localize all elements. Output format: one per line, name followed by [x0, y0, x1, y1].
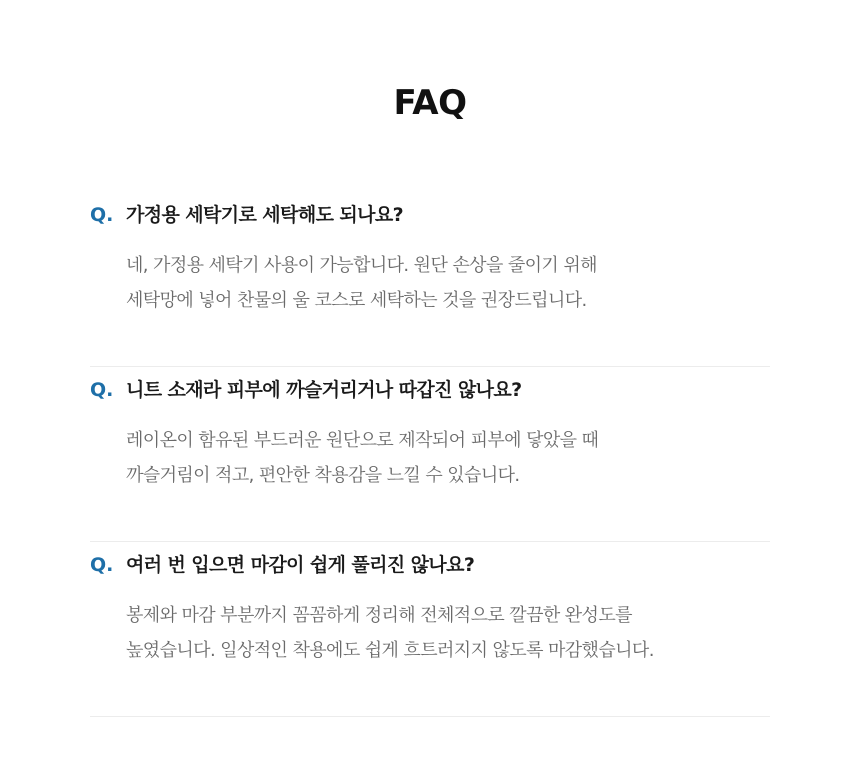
faq-answer-line: 레이온이 함유된 부드러운 원단으로 제작되어 피부에 닿았을 때	[126, 430, 599, 451]
faq-item-finishing	[90, 542, 770, 717]
faq-question-row	[90, 377, 522, 403]
faq-question-row	[90, 202, 403, 228]
faq-answer	[126, 423, 770, 493]
q-marker: Q.	[90, 554, 114, 576]
faq-answer-line: 세탁망에 넣어 찬물의 울 코스로 세탁하는 것을 권장드립니다.	[126, 290, 587, 311]
faq-answer	[126, 248, 770, 318]
q-marker: Q.	[90, 379, 114, 401]
faq-answer-line: 봉제와 마감 부분까지 꼼꼼하게 정리해 전체적으로 깔끔한 완성도를	[126, 605, 632, 626]
faq-list	[90, 192, 770, 717]
faq-item-texture	[90, 367, 770, 542]
faq-question: 여러 번 입으면 마감이 쉽게 풀리진 않나요?	[126, 554, 475, 576]
page-title: FAQ	[393, 83, 467, 123]
faq-item-washing	[90, 192, 770, 367]
q-marker: Q.	[90, 204, 114, 226]
faq-question: 가정용 세탁기로 세탁해도 되나요?	[126, 204, 404, 226]
faq-answer	[126, 598, 770, 668]
faq-question-row	[90, 552, 474, 578]
faq-answer-line: 까슬거림이 적고, 편안한 착용감을 느낄 수 있습니다.	[126, 465, 520, 486]
faq-question: 니트 소재라 피부에 까슬거리거나 따갑진 않나요?	[126, 379, 522, 401]
faq-answer-line: 네, 가정용 세탁기 사용이 가능합니다. 원단 손상을 줄이기 위해	[126, 255, 597, 276]
faq-answer-line: 높였습니다. 일상적인 착용에도 쉽게 흐트러지지 않도록 마감했습니다.	[126, 640, 654, 661]
